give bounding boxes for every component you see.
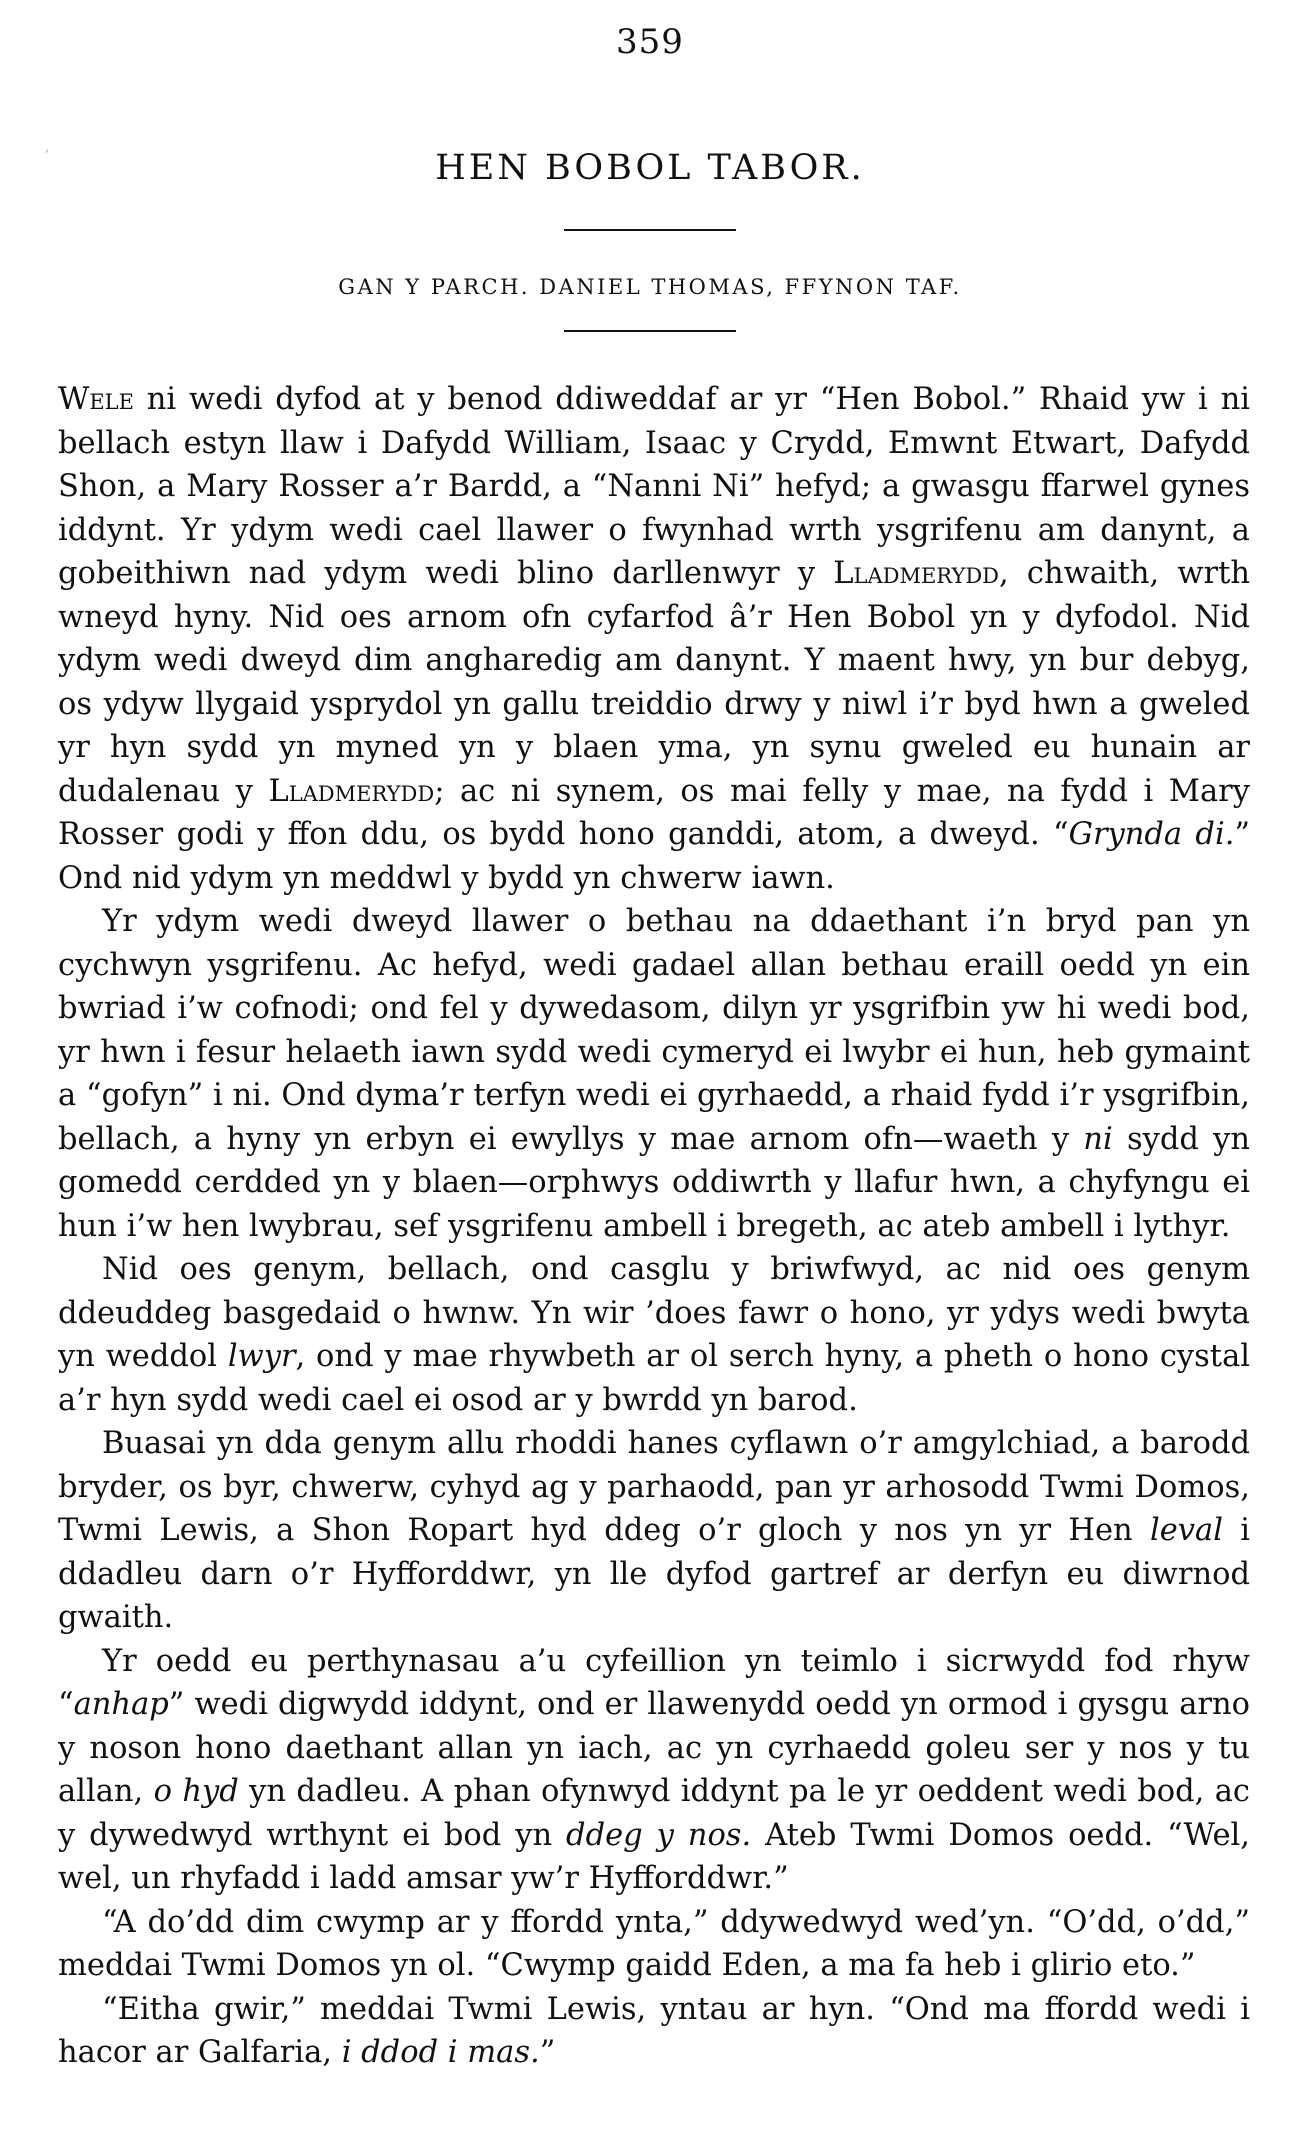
chapter-title: HEN BOBOL TABOR. — [435, 148, 865, 188]
italic-phrase: o hyd — [153, 1774, 239, 1809]
paragraph-text: ; ac ni synem, os mai felly y mae, na fydd i Mary Rosser godi y ffon ddu, os bydd hono ganddi, atom, a dweyd. “ — [58, 773, 1250, 852]
paragraph-text: ni wedi dyfod at y benod ddiweddaf ar yr “Hen Bobol.” Rhaid yw i ni bellach estyn llaw i Dafydd William, Isaac y Crydd, Emwnt Etwart, Dafydd Shon, a Mary Rosser a’r Bardd, a “Nanni Ni” hefyd; a gwasgu ffarwel gynes iddynt. Yr ydym wedi cael llawer o fwynhad wrth ysgrifenu am danynt, a gobeithiwn nad ydym wedi blino darllenwyr y — [58, 382, 1250, 591]
paragraph-text: Yr oedd eu perthynasau a’u cyfeillion yn teimlo i sicrwydd fod rhyw “ — [58, 1643, 1250, 1722]
paragraph-text: “A do’dd dim cwymp ar y ffordd ynta,” ddywedwyd wed’yn. “O’dd, o’dd,” meddai Twmi Domos yn ol. “Cwymp gaidd Eden, a ma fa heb i glirio eto.” — [58, 1904, 1250, 1983]
paragraph-text: sydd yn gomedd cerdded yn y blaen—orphwys oddiwrth y llafur hwn, a chyfyngu ei hun i’w hen lwybrau, sef ysgrifenu ambell i bregeth, ac ateb ambell i lythyr. — [58, 1121, 1250, 1244]
paragraph-5 — [58, 1640, 1250, 1901]
italic-phrase: i ddod i mas. — [341, 2035, 540, 2070]
paragraph-text: ” Ond nid ydym yn meddwl y bydd yn chwerw iawn. — [58, 817, 1250, 896]
paragraph-text: i ddadleu darn o’r Hyfforddwr, yn lle dyfod gartref ar derfyn eu diwrnod gwaith. — [58, 1513, 1250, 1635]
italic-phrase: leval — [1149, 1513, 1223, 1548]
lead-word: Wele — [58, 382, 134, 417]
article-body — [58, 378, 1250, 2075]
magazine-name: Lladmerydd — [833, 556, 999, 591]
paragraph-text: Nid oes genym, bellach, ond casglu y briwfwyd, ac nid oes genym ddeuddeg basgedaid o hwnw. Yn wir ’does fawr o hono, yr ydys wedi bwyta yn weddol — [58, 1252, 1250, 1374]
paragraph-4 — [58, 1422, 1250, 1640]
paragraph-text: , ond y mae rhywbeth ar ol serch hyny, a pheth o hono cystal a’r hyn sydd wedi cael ei osod ar y bwrdd yn barod. — [58, 1339, 1251, 1418]
paragraph-3 — [58, 1248, 1250, 1422]
paragraph-text: Ateb Twmi Domos oedd. “Wel, wel, un rhyfadd i ladd amsar yw’r Hyfforddwr.” — [58, 1817, 1250, 1896]
paragraph-2 — [58, 900, 1250, 1248]
byline-rule — [564, 330, 736, 332]
paragraph-text: ” wedi digwydd iddynt, ond er llawenydd oedd yn ormod i gysgu arno y noson hono daethant allan yn iach, ac yn cyrhaedd goleu ser y nos y tu allan, — [58, 1687, 1250, 1809]
italic-phrase: Grynda di. — [1068, 817, 1235, 852]
italic-phrase: anhap — [73, 1687, 169, 1722]
italic-phrase: ddeg y nos. — [566, 1817, 752, 1853]
paragraph-text: ” — [539, 2035, 556, 2070]
paragraph-7 — [58, 1988, 1250, 2075]
paragraph-1 — [58, 378, 1250, 900]
page-number: 359 — [616, 22, 684, 62]
paragraph-text: Yr ydym wedi dweyd llawer o bethau na ddaethant i’n bryd pan yn cychwyn ysgrifenu. Ac hefyd, wedi gadael allan bethau eraill oedd yn ein bwriad i’w cofnodi; ond fel y dywedasom, dilyn yr ysgrifbin yw hi wedi bod, yr hwn i fesur helaeth iawn sydd wedi cymeryd ei lwybr ei hun, heb gymaint a “gofyn” i ni. Ond dyma’r terfyn wedi ei gyrhaedd, a rhaid fydd i’r ysgrifbin, bellach, a hyny yn erbyn ei ewyllys y mae arnom ofn—waeth y — [58, 904, 1250, 1157]
paragraph-text: “Eitha gwir,” meddai Twmi Lewis, yntau ar hyn. “Ond ma ffordd wedi i hacor ar Galfaria, — [58, 1991, 1250, 2070]
paragraph-text: yn dadleu. A phan ofynwyd iddynt pa le yr oeddent wedi bod, ac y dywedwyd wrthynt ei bod yn — [58, 1774, 1250, 1853]
paragraph-text: , chwaith, wrth wneyd hyny. Nid oes arnom ofn cyfarfod â’r Hen Bobol yn y dyfodol. Nid ydym wedi dweyd dim angharedig am danynt. Y maent hwy, yn bur debyg, os ydyw llygaid ysprydol yn gallu treiddio drwy y niwl i’r byd hwn a gweled yr hyn sydd yn myned yn y blaen yma, yn synu gweled eu hunain ar dudalenau y — [58, 556, 1251, 809]
paragraph-6 — [58, 1901, 1250, 1988]
title-rule — [564, 229, 736, 231]
italic-phrase: lwyr — [227, 1339, 296, 1374]
paragraph-text: Buasai yn dda genym allu rhoddi hanes cyflawn o’r amgylchiad, a barodd bryder, os byr, chwerw, cyhyd ag y parhaodd, pan yr arhosodd Twmi Domos, Twmi Lewis, a Shon Ropart hyd ddeg o’r gloch y nos yn yr Hen — [58, 1426, 1250, 1548]
scan-speck: ʼ — [44, 148, 49, 164]
italic-phrase: ni — [1083, 1121, 1113, 1157]
author-byline: GAN Y PARCH. DANIEL THOMAS, FFYNON TAF. — [338, 275, 962, 299]
magazine-name: Lladmerydd — [268, 773, 435, 809]
